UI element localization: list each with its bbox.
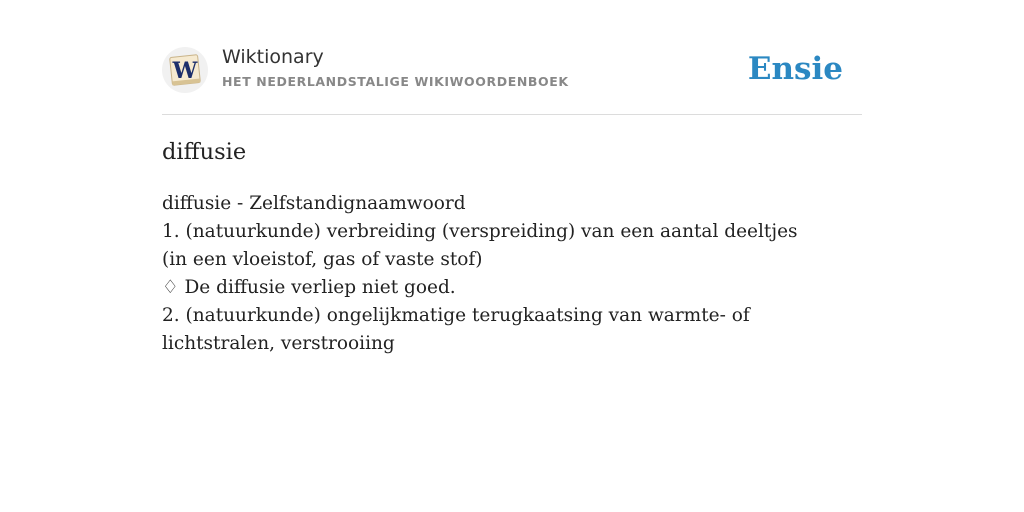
site-header	[162, 44, 862, 115]
definition-2: 2. (natuurkunde) ongelijkmatige terugkaatsing van warmte- of lichtstralen, verstrooiing	[162, 305, 750, 354]
ensie-brand-logo[interactable]: Ensie	[747, 51, 843, 87]
definition-body	[162, 190, 822, 358]
page-title: diffusie	[162, 139, 247, 165]
wiktionary-logo-icon[interactable]	[162, 47, 208, 93]
site-name[interactable]: Wiktionary	[222, 46, 324, 68]
logo-letter: W	[172, 58, 198, 84]
site-tagline: HET NEDERLANDSTALIGE WIKIWOORDENBOEK	[222, 74, 569, 89]
word-class-line: diffusie - Zelfstandignaamwoord	[162, 193, 466, 214]
example-sentence: ♢ De diffusie verliep niet goed.	[162, 277, 456, 298]
definition-1: 1. (natuurkunde) verbreiding (verspreiding) van een aantal deeltjes (in een vloeistof, gas of vaste stof)	[162, 221, 798, 270]
